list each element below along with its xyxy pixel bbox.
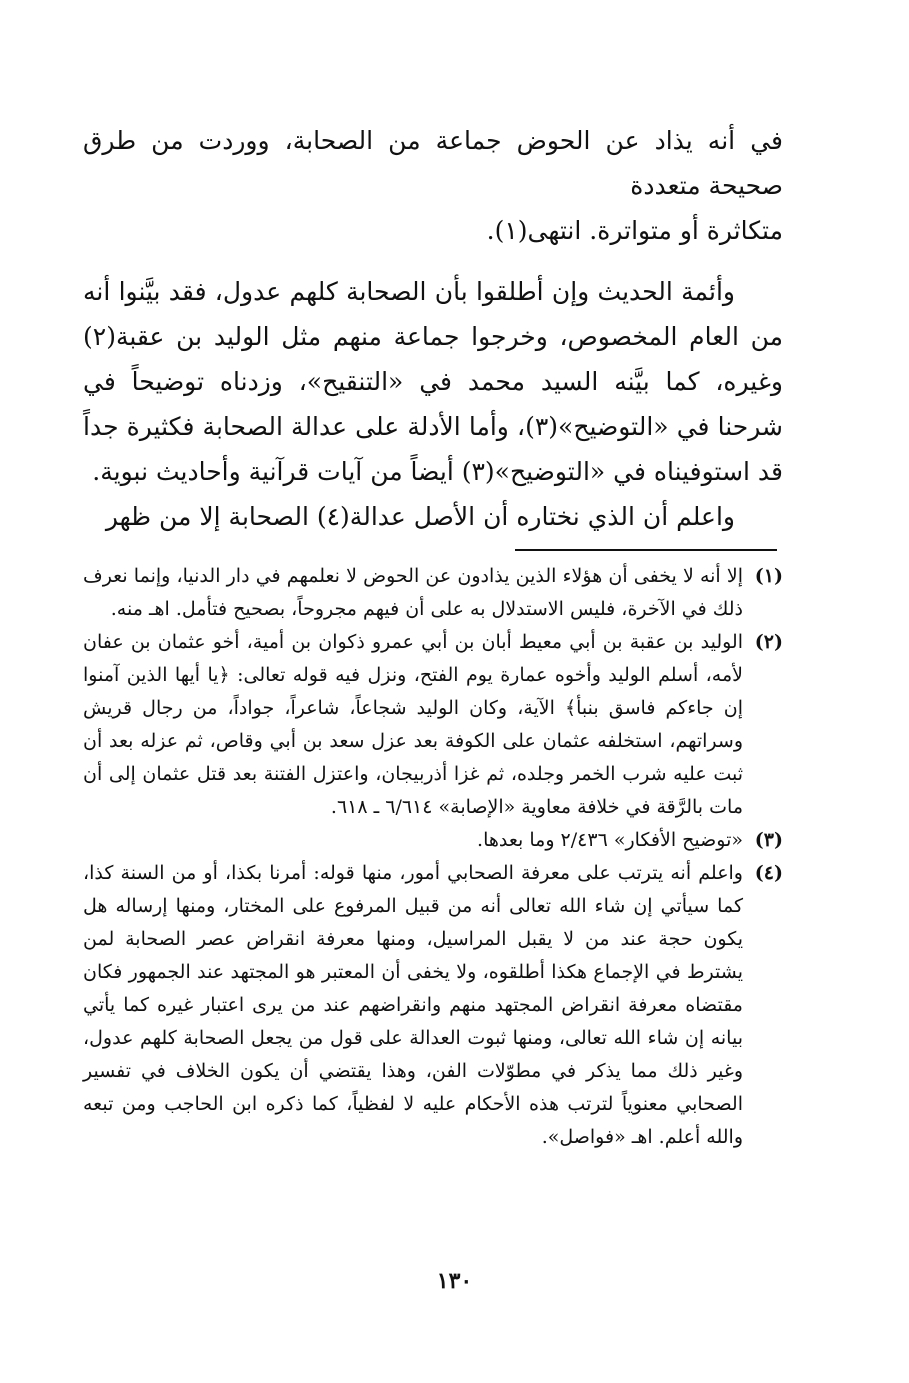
- footnote-text: إلا أنه لا يخفى أن هؤلاء الذين يذادون عن الحوض لا نعلمهم في دار الدنيا، وإنما نعرف ذلك في الآخرة، فليس الاستدلال به على أن فيهم مجروحاً، بصحيح فتأمل. اهـ منه.: [83, 565, 743, 620]
- footnote-2: [83, 626, 783, 824]
- footnote-number: (٤): [754, 862, 783, 884]
- footnote-text: الوليد بن عقبة بن أبي معيط أبان بن أبي عمرو ذكوان بن أمية، أخو عثمان بن عفان لأمه، أسلم الوليد وأخوه عمارة يوم الفتح، ونزل فيه قوله تعالى: ﴿يا أيها الذين آمنوا إن جاءكم فاسق بنبأ﴾ الآية، وكان الوليد شجاعاً، شاعراً، جواداً، من رجال قريش وسراتهم، استخلفه عثمان على الكوفة بعد عزل سعد بن أبي وقاص، ثم عزله بعد أن ثبت عليه شرب الخمر وجلده، ثم غزا أذربيجان، واعتزل الفتنة بعد قتل عثمان إلى أن مات بالرَّقة في خلافة معاوية «الإصابة» ٦/٦١٤ ـ ٦١٨.: [83, 631, 743, 818]
- footnote-number: (١): [754, 565, 783, 587]
- paragraph-1-line-1: في أنه يذاد عن الحوض جماعة من الصحابة، ووردت من طرق صحيحة متعددة: [83, 126, 783, 200]
- footnote-number: (٢): [754, 631, 783, 653]
- paragraph-1-line-2: متكاثرة أو متواترة. انتهى(١).: [486, 216, 783, 245]
- footnote-text: «توضيح الأفكار» ٢/٤٣٦ وما بعدها.: [477, 829, 743, 851]
- paragraph-2: وأئمة الحديث وإن أطلقوا بأن الصحابة كلهم عدول، فقد بيَّنوا أنه من العام المخصوص، وخرجوا جماعة منهم مثل الوليد بن عقبة(٢) وغيره، كما بيَّنه السيد محمد في «التنقيح»، وزدناه توضيحاً في شرحنا في «التوضيح»(٣)، وأما الأدلة على عدالة الصحابة فكثيرة جداً قد استوفيناه في «التوضيح»(٣) أيضاً من آيات قرآنية وأحاديث نبوية.: [83, 277, 783, 486]
- footnote-4: [83, 857, 783, 1154]
- footnote-text: واعلم أنه يترتب على معرفة الصحابي أمور، منها قوله: أمرنا بكذا، أو من السنة كذا، كما سيأتي إن شاء الله تعالى أنه من قبيل المرفوع على المختار، ومنها إرساله هل يكون حجة عند من لا يقبل المراسيل، ومنها معرفة انقراض عصر الصحابة لمن يشترط في الإجماع هكذا أطلقوه، ولا يخفى أن المعتبر هو المجتهد عند الجمهور فكان مقتضاه معرفة انقراض المجتهد منهم وانقراضهم عند من يرى اعتبار غيره كما يأتي بيانه إن شاء الله تعالى، ومنها ثبوت العدالة على قول من يجعل الصحابة كلهم عدول، وغير ذلك مما يذكر في مطوّلات الفن، وهذا يقتضي أن يكون الخلاف في تفسير الصحابي معنوياً لترتب هذه الأحكام عليه لا لفظياً، كما ذكره ابن الحاجب ومن تبعه والله أعلم. اهـ «فواصل».: [83, 862, 743, 1148]
- footnote-3: [83, 824, 783, 857]
- footnote-1: [83, 560, 783, 626]
- footnote-separator: [515, 549, 777, 551]
- footnote-number: (٣): [754, 829, 783, 851]
- footnotes: [83, 560, 783, 1154]
- page-number: ١٣٠: [436, 1268, 473, 1294]
- paragraph-3: واعلم أن الذي نختاره أن الأصل عدالة(٤) الصحابة إلا من ظهر: [105, 502, 735, 531]
- main-text: [83, 118, 783, 539]
